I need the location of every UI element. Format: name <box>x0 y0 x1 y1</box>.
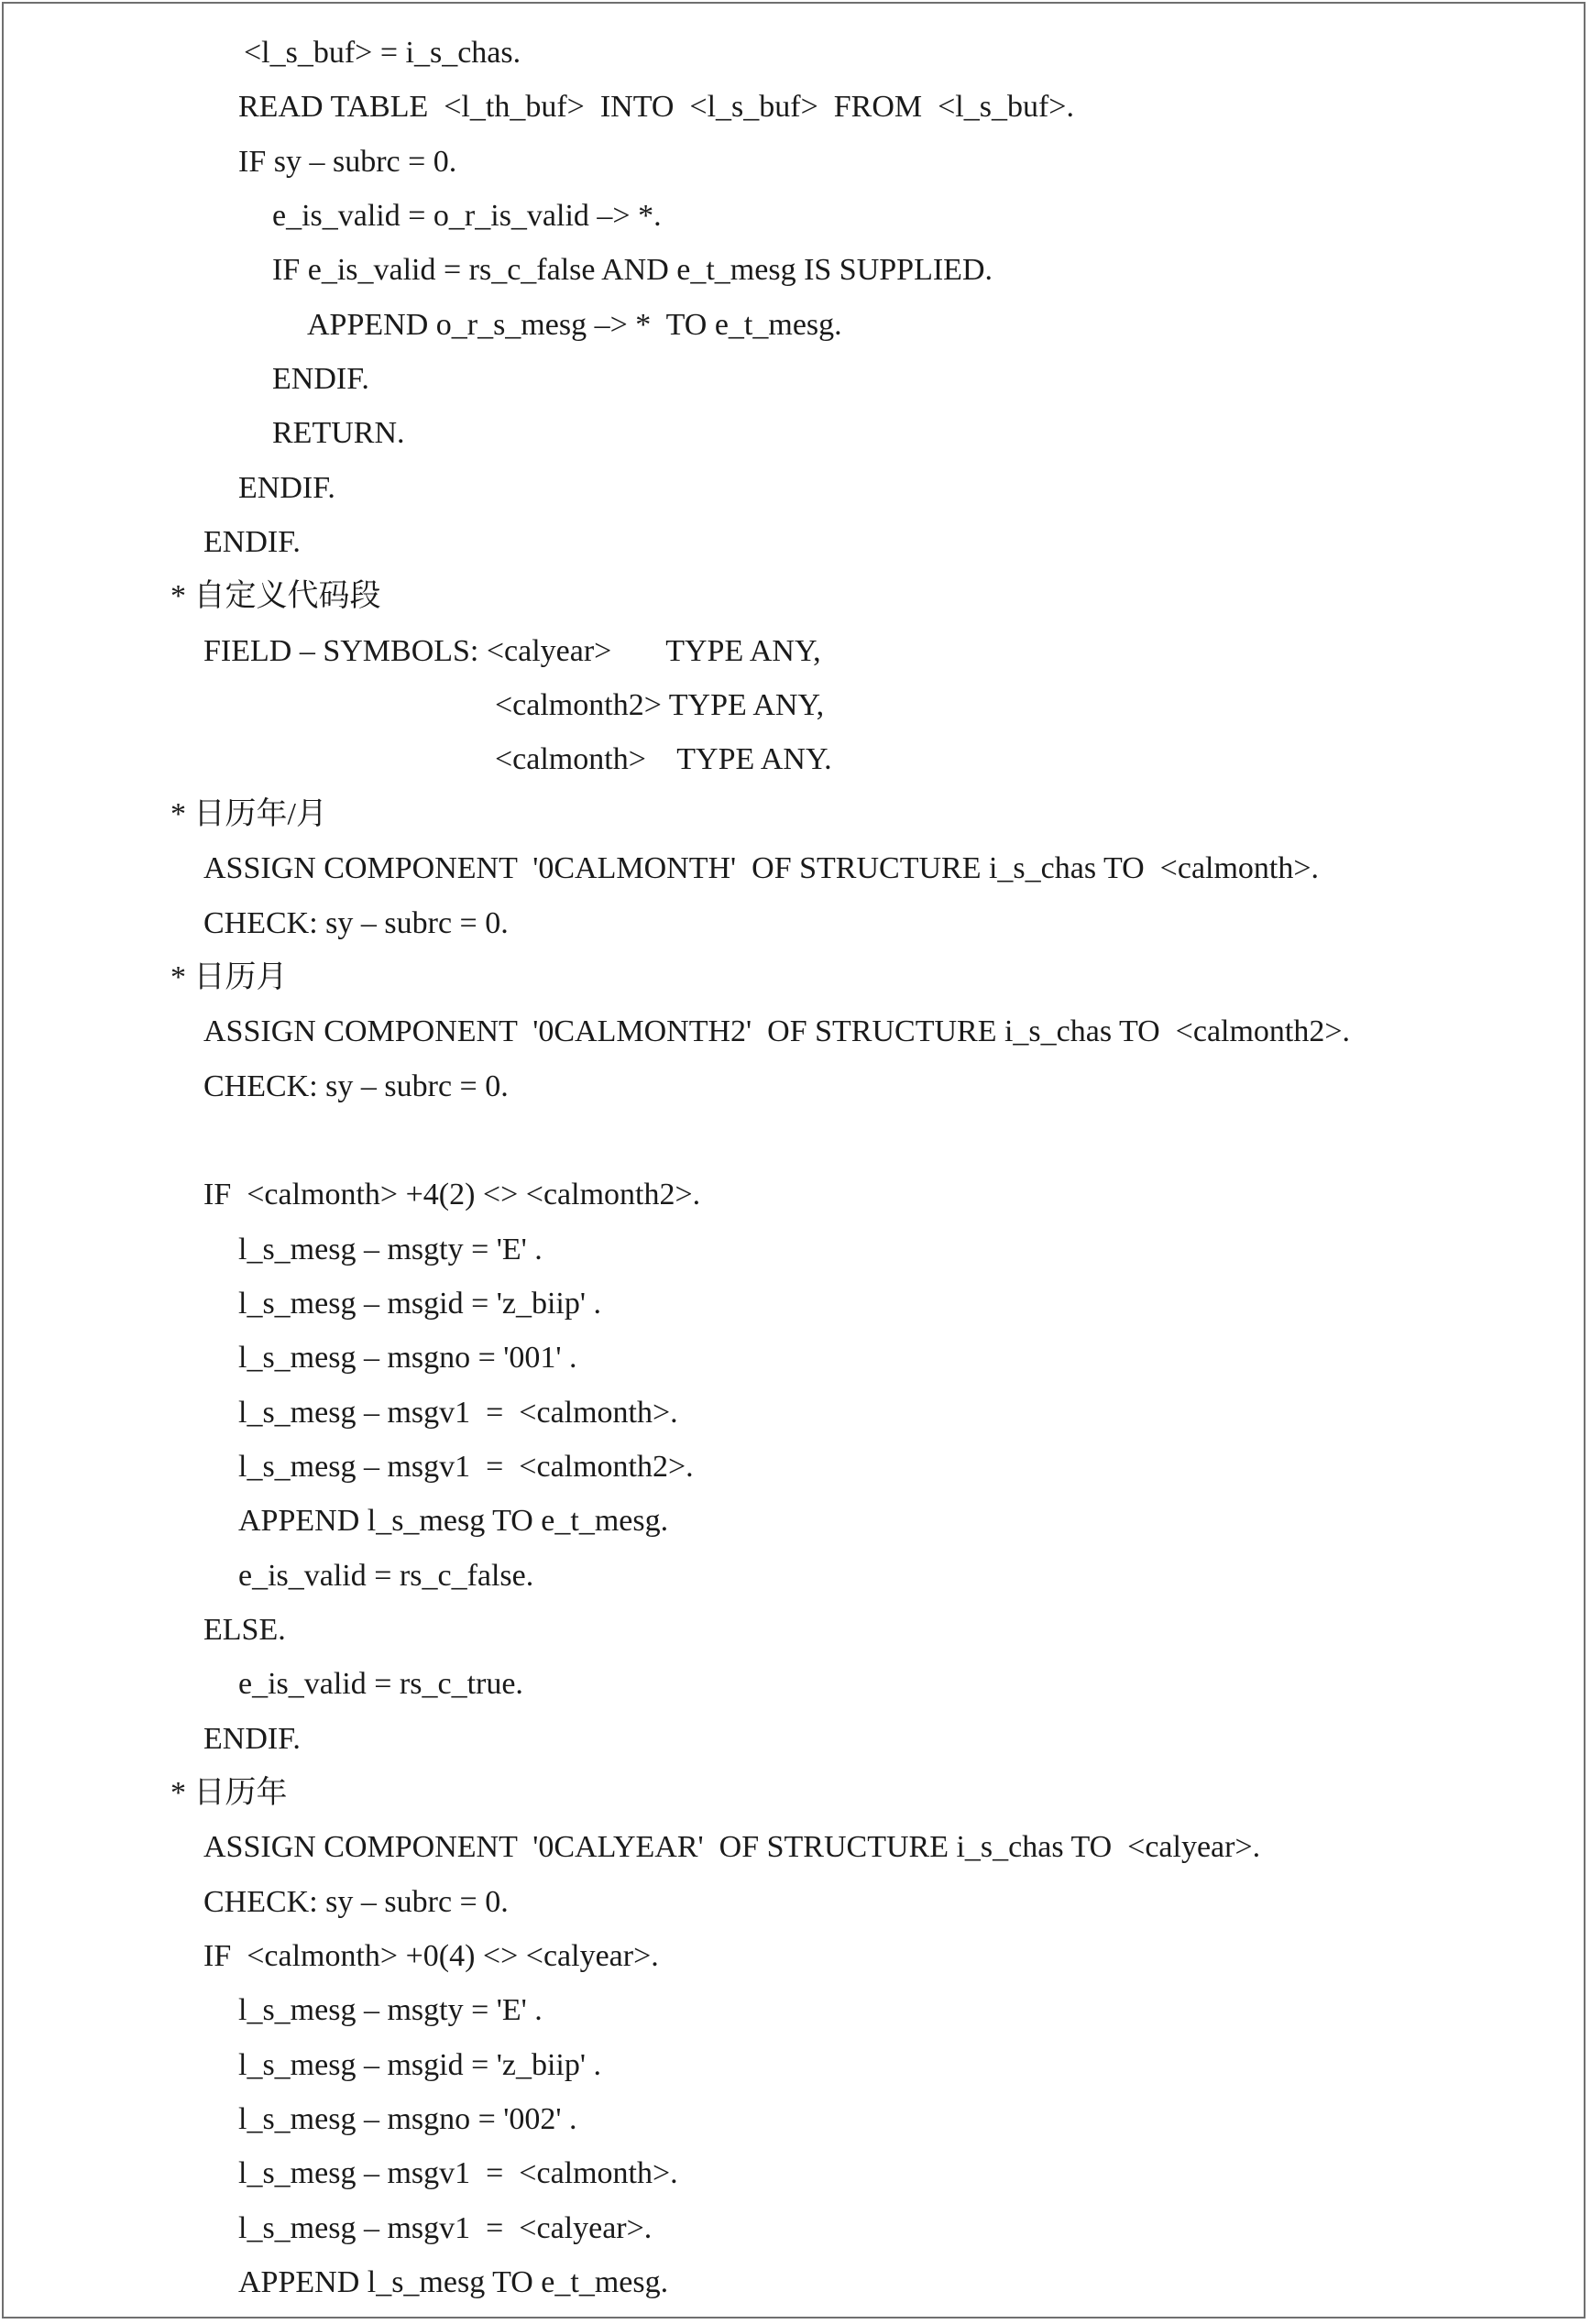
code-line-text: ENDIF. <box>272 362 369 397</box>
code-line-text: l_s_mesg – msgv1 = <calmonth>. <box>238 2156 678 2191</box>
code-line <box>4 194 1580 248</box>
code-line-text: l_s_mesg – msgno = '001' . <box>238 1341 577 1376</box>
code-line-text: e_is_valid = rs_c_false. <box>238 1558 534 1593</box>
code-line-text: ASSIGN COMPONENT '0CALMONTH' OF STRUCTURE i_s_chas TO <calmonth>. <box>203 851 1320 886</box>
code-line-text: * 自定义代码段 <box>170 579 381 614</box>
code-line-text: READ TABLE <l_th_buf> INTO <l_s_buf> FROM <l_s_buf>. <box>238 90 1074 125</box>
code-line <box>4 2261 1580 2315</box>
code-line-text: <l_s_buf> = i_s_chas. <box>244 36 521 70</box>
code-line-text: * 日历年/月 <box>170 796 327 831</box>
code-line-text: APPEND l_s_mesg TO e_t_mesg. <box>238 1504 669 1539</box>
code-line <box>4 1662 1580 1716</box>
code-line-text: e_is_valid = o_r_is_valid –> *. <box>272 199 662 234</box>
code-line-text: ASSIGN COMPONENT '0CALYEAR' OF STRUCTURE i_s_chas TO <calyear>. <box>203 1830 1261 1865</box>
code-line <box>4 357 1580 411</box>
code-line-text: l_s_mesg – msgty = 'E' . <box>238 1232 543 1266</box>
code-line <box>4 738 1580 792</box>
code-line <box>4 1445 1580 1499</box>
code-line-text: ENDIF. <box>203 525 301 560</box>
code-line-text: APPEND o_r_s_mesg –> * TO e_t_mesg. <box>307 307 842 342</box>
code-line <box>4 248 1580 302</box>
code-line <box>4 1228 1580 1282</box>
code-line-text: RETURN. <box>272 416 405 451</box>
code-line <box>4 1391 1580 1445</box>
code-line-text: APPEND l_s_mesg TO e_t_mesg. <box>238 2265 669 2300</box>
code-line-text: IF e_is_valid = rs_c_false AND e_t_mesg IS SUPPLIED. <box>272 253 993 288</box>
code-line-text: FIELD – SYMBOLS: <calyear> TYPE ANY, <box>203 633 821 668</box>
code-line <box>4 1282 1580 1336</box>
comment-line <box>4 1771 1580 1825</box>
code-listing <box>4 31 1580 2315</box>
comment-line <box>4 793 1580 847</box>
code-line <box>4 1010 1580 1064</box>
code-line <box>4 85 1580 139</box>
code-line <box>4 1608 1580 1662</box>
code-line-text: ASSIGN COMPONENT '0CALMONTH2' OF STRUCTURE i_s_chas TO <calmonth2>. <box>203 1014 1351 1049</box>
code-line-text: * 日历月 <box>170 959 288 994</box>
code-line-text: l_s_mesg – msgno = '002' . <box>238 2102 577 2137</box>
code-line <box>4 1554 1580 1608</box>
code-line <box>4 1119 1580 1173</box>
code-line <box>4 2044 1580 2098</box>
code-line <box>4 140 1580 194</box>
code-line <box>4 1499 1580 1553</box>
code-line <box>4 847 1580 901</box>
code-line-text: <calmonth> TYPE ANY. <box>495 742 832 777</box>
code-line-text: ENDIF. <box>238 470 335 505</box>
code-line <box>4 2207 1580 2261</box>
code-line-text: ELSE. <box>203 1612 286 1647</box>
code-line-text: l_s_mesg – msgv1 = <calyear>. <box>238 2210 653 2245</box>
code-line-text: CHECK: sy – subrc = 0. <box>203 1884 509 1919</box>
comment-line <box>4 575 1580 629</box>
code-line <box>4 1717 1580 1771</box>
code-line <box>4 1336 1580 1390</box>
comment-line <box>4 956 1580 1010</box>
code-line-text: IF sy – subrc = 0. <box>238 144 457 179</box>
code-line-text: IF <calmonth> +4(2) <> <calmonth2>. <box>203 1178 701 1212</box>
code-line <box>4 1065 1580 1119</box>
code-line <box>4 1173 1580 1227</box>
code-line <box>4 521 1580 575</box>
code-line <box>4 2152 1580 2206</box>
code-line-text: e_is_valid = rs_c_true. <box>238 1667 523 1702</box>
code-line <box>4 902 1580 956</box>
code-line-text: l_s_mesg – msgid = 'z_biip' . <box>238 2047 601 2082</box>
code-line <box>4 1989 1580 2043</box>
code-line <box>4 411 1580 466</box>
code-line-text: CHECK: sy – subrc = 0. <box>203 905 509 940</box>
code-line <box>4 1825 1580 1880</box>
code-line <box>4 466 1580 521</box>
code-line-text: l_s_mesg – msgid = 'z_biip' . <box>238 1286 601 1321</box>
code-line <box>4 31 1580 85</box>
code-line-text: CHECK: sy – subrc = 0. <box>203 1069 509 1103</box>
code-line-text: * 日历年 <box>170 1776 288 1810</box>
code-line <box>4 1935 1580 1989</box>
code-line-text: ENDIF. <box>203 1721 301 1756</box>
code-line <box>4 1880 1580 1935</box>
code-line <box>4 303 1580 357</box>
page-frame <box>2 2 1586 2319</box>
code-line-text: IF <calmonth> +0(4) <> <calyear>. <box>203 1939 659 1974</box>
code-line <box>4 2098 1580 2152</box>
code-line <box>4 630 1580 684</box>
code-line-text: l_s_mesg – msgty = 'E' . <box>238 1993 543 2028</box>
code-line-text: l_s_mesg – msgv1 = <calmonth>. <box>238 1395 678 1430</box>
code-line <box>4 684 1580 738</box>
code-line-text: l_s_mesg – msgv1 = <calmonth2>. <box>238 1449 694 1484</box>
code-line-text: <calmonth2> TYPE ANY, <box>495 688 825 723</box>
